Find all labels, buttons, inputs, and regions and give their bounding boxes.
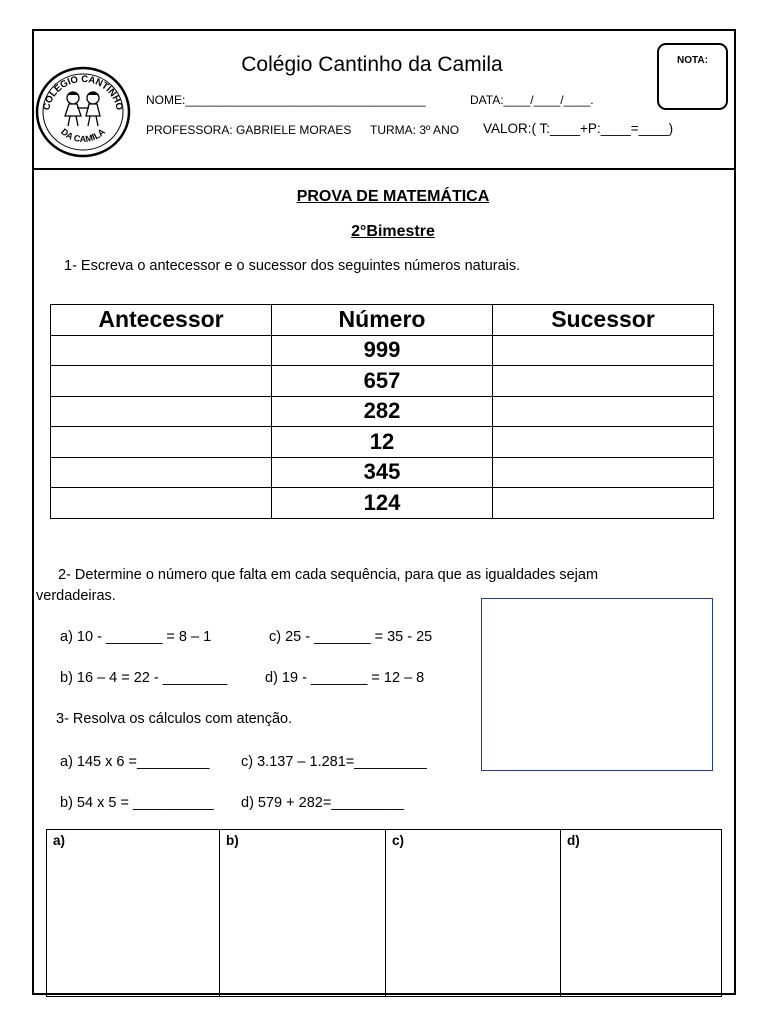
date-field[interactable]: DATA:____/____/____. — [470, 93, 594, 107]
q2-item-d[interactable]: d) 19 - _______ = 12 – 8 — [265, 670, 425, 686]
antecessor-cell[interactable] — [51, 457, 272, 488]
q3-item-a[interactable]: a) 145 x 6 =_________ — [60, 754, 210, 770]
school-title: Colégio Cantinho da Camila — [241, 53, 503, 76]
sucessor-cell[interactable] — [493, 488, 714, 519]
sucessor-cell[interactable] — [493, 457, 714, 488]
sucessor-cell[interactable] — [493, 396, 714, 427]
teacher-label: PROFESSORA: GABRIELE MORAES — [146, 123, 352, 137]
calc-box-label: c) — [392, 833, 405, 848]
calc-box-label: a) — [53, 833, 66, 848]
calc-box-c[interactable] — [386, 830, 561, 997]
number-cell: 12 — [272, 427, 493, 458]
q2-item-c[interactable]: c) 25 - _______ = 35 - 25 — [269, 629, 433, 645]
calculation-boxes — [46, 829, 722, 997]
answer-box[interactable] — [481, 598, 713, 771]
header-antecessor: Antecessor — [51, 305, 272, 336]
grade-label: NOTA: — [677, 55, 708, 66]
calc-box-d[interactable] — [561, 830, 722, 997]
children-figures-icon — [65, 92, 100, 126]
table-header-row — [51, 305, 714, 336]
exam-subtitle: 2°Bimestre — [351, 223, 435, 240]
table-row — [51, 457, 714, 488]
number-cell: 657 — [272, 366, 493, 397]
svg-text:COLÉGIO CANTINHO: COLÉGIO CANTINHO — [41, 73, 125, 112]
header-divider — [32, 168, 736, 170]
predecessor-successor-table — [50, 304, 714, 519]
number-cell: 124 — [272, 488, 493, 519]
table-row — [51, 335, 714, 366]
antecessor-cell[interactable] — [51, 366, 272, 397]
calc-box-b[interactable] — [220, 830, 386, 997]
table-row — [51, 366, 714, 397]
sucessor-cell[interactable] — [493, 366, 714, 397]
calc-box-label: d) — [567, 833, 580, 848]
question-3-prompt: 3- Resolva os cálculos com atenção. — [56, 711, 293, 727]
table-row — [51, 396, 714, 427]
antecessor-cell[interactable] — [51, 488, 272, 519]
q3-item-b[interactable]: b) 54 x 5 = __________ — [60, 795, 214, 811]
exam-title: PROVA DE MATEMÁTICA — [296, 188, 490, 205]
sucessor-cell[interactable] — [493, 335, 714, 366]
number-cell: 999 — [272, 335, 493, 366]
antecessor-cell[interactable] — [51, 335, 272, 366]
calc-box-a[interactable] — [47, 830, 220, 997]
sucessor-cell[interactable] — [493, 427, 714, 458]
q3-item-d[interactable]: d) 579 + 282=_________ — [241, 795, 404, 811]
number-cell: 282 — [272, 396, 493, 427]
antecessor-cell[interactable] — [51, 427, 272, 458]
question-2-prompt: 2- Determine o número que falta em cada sequência, para que as igualdades sejam — [58, 567, 599, 583]
header-sucessor: Sucessor — [493, 305, 714, 336]
q3-item-c[interactable]: c) 3.137 – 1.281=_________ — [241, 754, 427, 770]
question-2-prompt-cont: verdadeiras. — [36, 588, 116, 604]
calc-box-label: b) — [226, 833, 239, 848]
svg-text:DA CAMILA: DA CAMILA — [59, 126, 107, 145]
school-logo — [35, 66, 131, 158]
grade-box[interactable] — [657, 43, 728, 110]
name-field[interactable]: NOME:____________________________________ — [146, 93, 426, 107]
class-label: TURMA: 3º ANO — [370, 123, 460, 137]
question-1-prompt: 1- Escreva o antecessor e o sucessor dos seguintes números naturais. — [64, 258, 521, 274]
value-field[interactable]: VALOR:( T:____+P:____=____) — [483, 121, 674, 136]
header-numero: Número — [272, 305, 493, 336]
antecessor-cell[interactable] — [51, 396, 272, 427]
q2-item-b[interactable]: b) 16 – 4 = 22 - ________ — [60, 670, 228, 686]
table-row — [51, 427, 714, 458]
table-row — [51, 488, 714, 519]
number-cell: 345 — [272, 457, 493, 488]
q2-item-a[interactable]: a) 10 - _______ = 8 – 1 — [60, 629, 212, 645]
